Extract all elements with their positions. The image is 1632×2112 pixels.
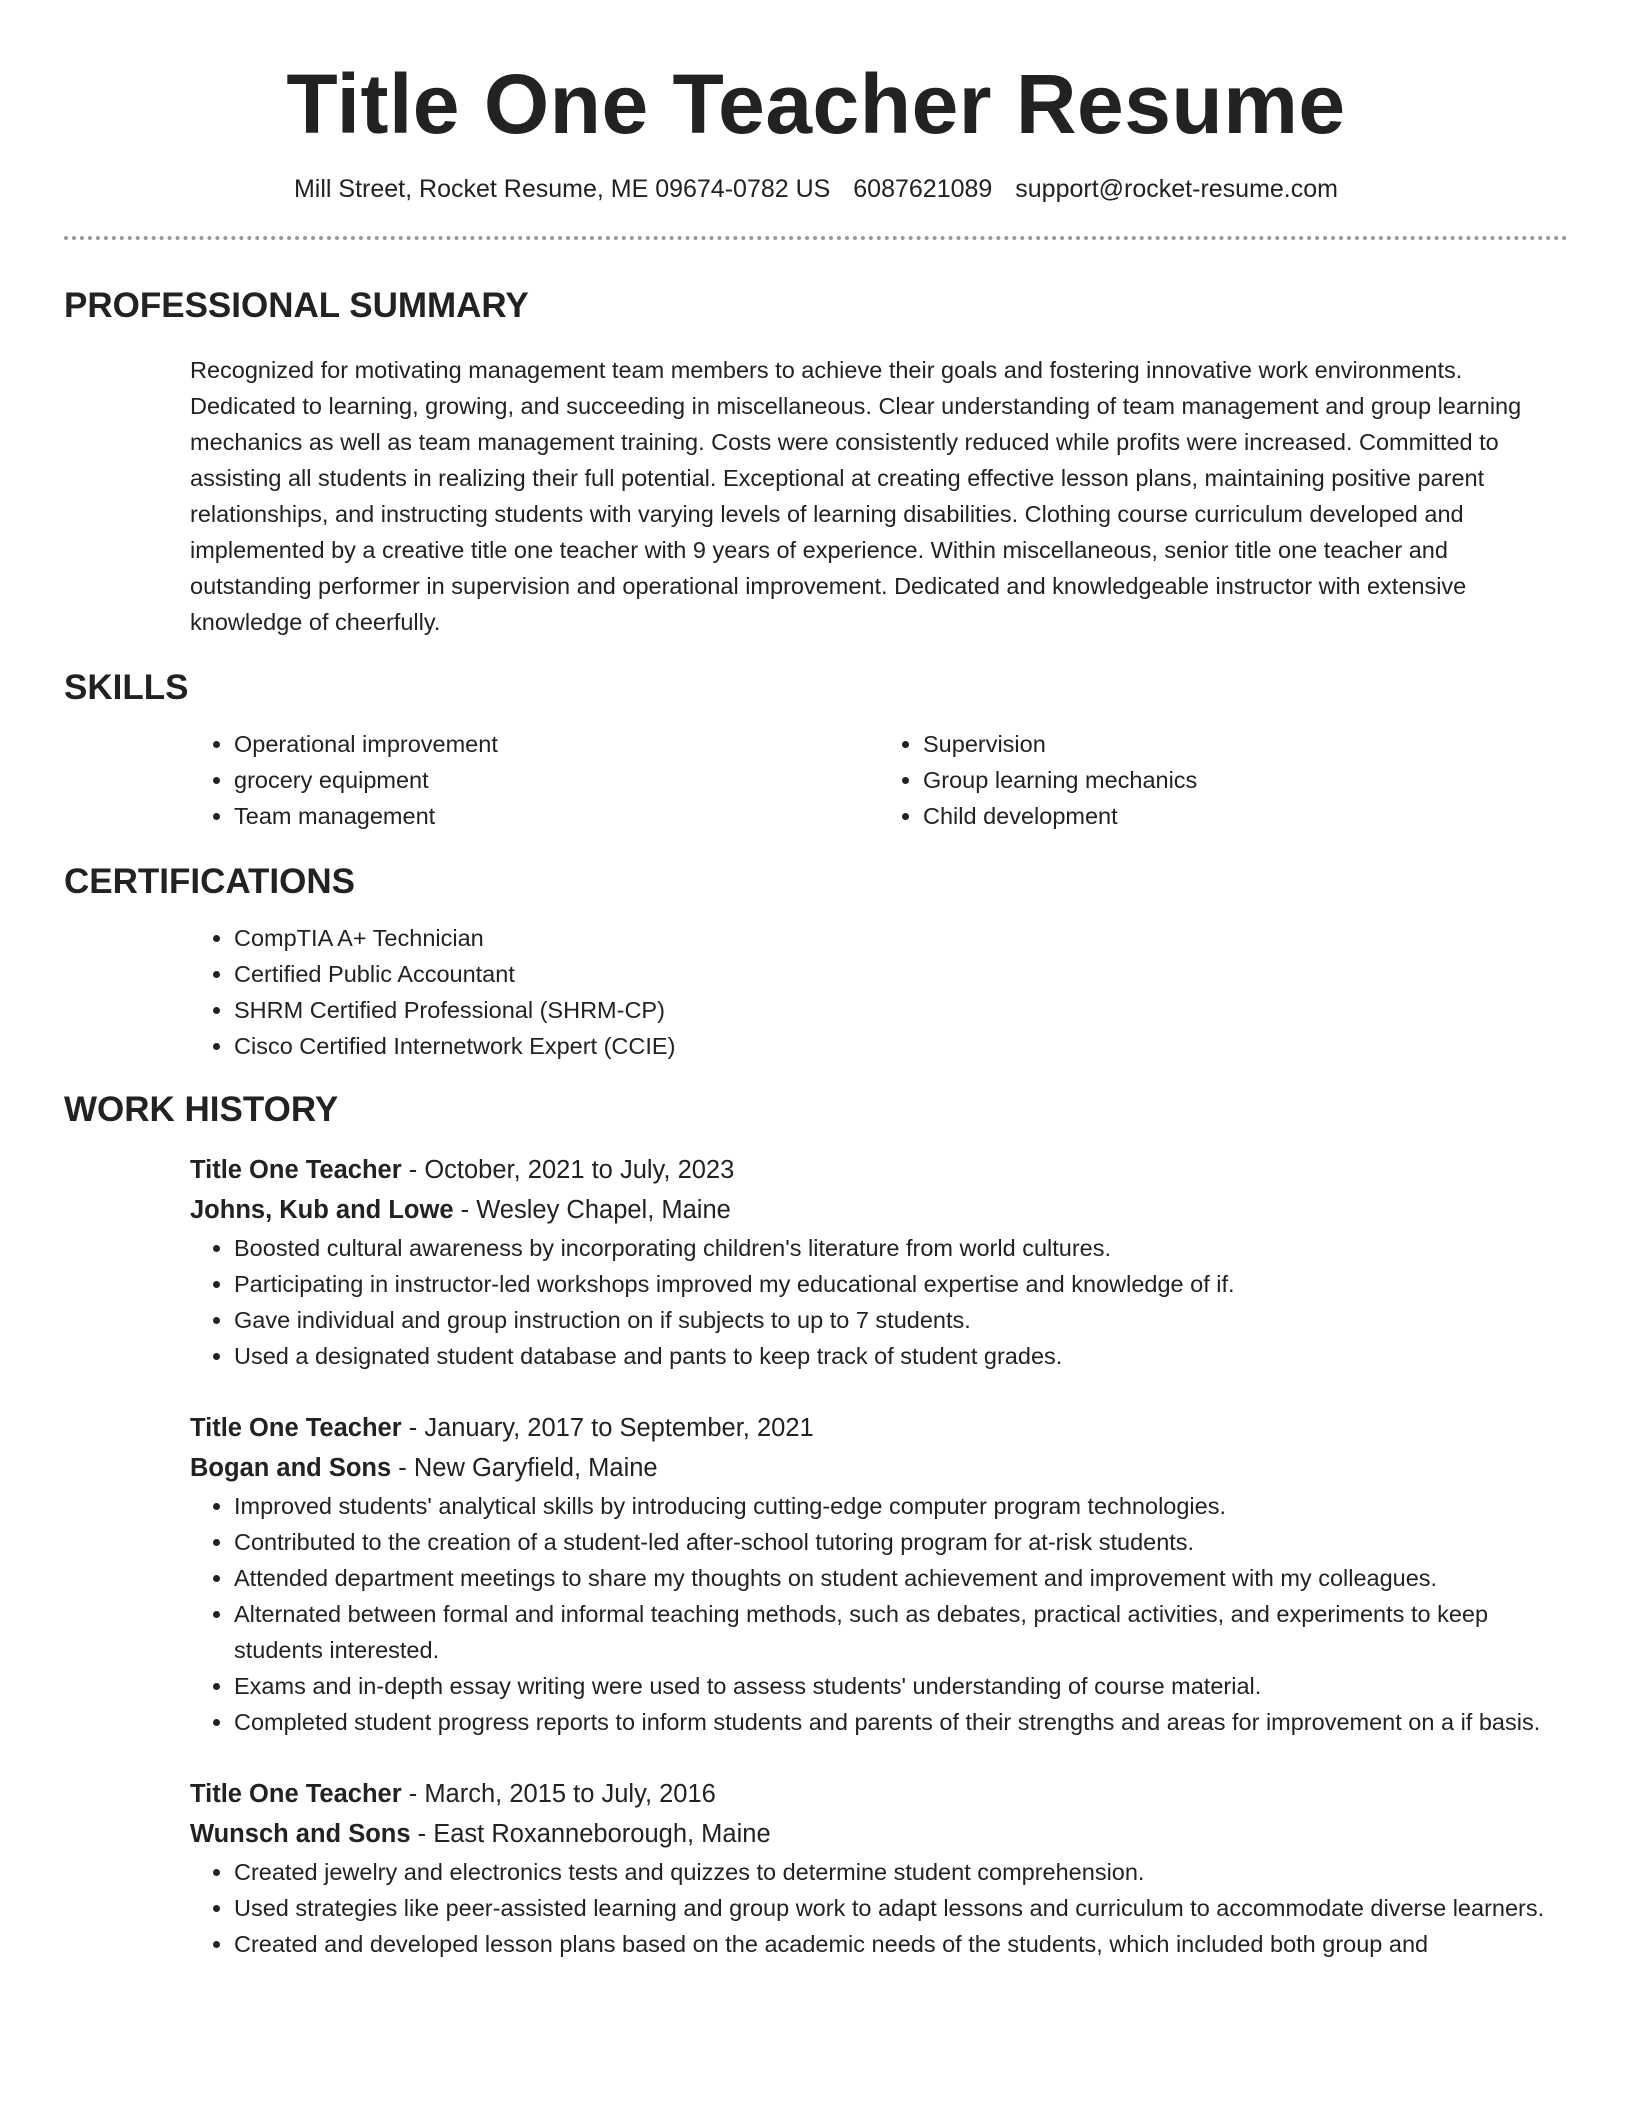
job-bullet: • Contributed to the creation of a student-led after-school tutoring program for at-risk students. — [234, 1524, 1568, 1560]
job-role-line — [190, 1150, 1568, 1190]
job-role-line — [190, 1774, 1568, 1814]
certification-item: • CompTIA A+ Technician — [234, 920, 1568, 956]
job-entry — [190, 1150, 1568, 1374]
job-location: New Garyfield, Maine — [413, 1454, 658, 1482]
contact-line — [64, 172, 1568, 206]
certification-item: • Cisco Certified Internetwork Expert (CCIE) — [234, 1028, 1568, 1064]
job-bullet: • Used a designated student database and pants to keep track of student grades. — [234, 1338, 1568, 1374]
job-role: Title One Teacher — [190, 1780, 402, 1808]
skills-section — [64, 666, 1568, 834]
job-company: Wunsch and Sons — [190, 1820, 411, 1848]
certifications-section — [64, 860, 1568, 1064]
skill-item: • Operational improvement — [234, 726, 879, 762]
skills-column-left — [190, 726, 879, 834]
job-role-line — [190, 1408, 1568, 1448]
skill-item: • Supervision — [923, 726, 1568, 762]
job-entry — [190, 1408, 1568, 1740]
job-bullet: • Gave individual and group instruction on if subjects to up to 7 students. — [234, 1302, 1568, 1338]
job-separator: - — [453, 1196, 477, 1224]
job-bullet: • Used strategies like peer-assisted learning and group work to adapt lessons and curriculum to accommodate diverse learners. — [234, 1890, 1568, 1926]
job-separator: - — [401, 1414, 425, 1442]
job-role: Title One Teacher — [190, 1414, 402, 1442]
job-bullet: • Alternated between formal and informal teaching methods, such as debates, practical activities, and experiments to keep students interested. — [234, 1596, 1568, 1668]
summary-heading: PROFESSIONAL SUMMARY — [64, 286, 529, 325]
contact-phone: 6087621089 — [853, 175, 993, 203]
job-company: Johns, Kub and Lowe — [190, 1196, 454, 1224]
job-role: Title One Teacher — [190, 1156, 402, 1184]
skills-heading: SKILLS — [64, 668, 189, 707]
job-separator: - — [401, 1156, 425, 1184]
contact-email: support@rocket-resume.com — [1015, 175, 1338, 203]
job-bullet: • Completed student progress reports to inform students and parents of their strengths and areas for improvement on a if basis. — [234, 1704, 1568, 1740]
skills-column-right — [879, 726, 1568, 834]
resume-title: Title One Teacher Resume — [286, 57, 1346, 151]
job-bullet: • Participating in instructor-led workshops improved my educational expertise and knowledge of if. — [234, 1266, 1568, 1302]
job-separator: - — [401, 1780, 425, 1808]
job-dates: March, 2015 to July, 2016 — [424, 1780, 716, 1808]
job-bullets — [190, 1230, 1568, 1374]
skill-item: • Group learning mechanics — [923, 762, 1568, 798]
job-company: Bogan and Sons — [190, 1454, 392, 1482]
summary-text: Recognized for motivating management team members to achieve their goals and fostering innovative work environments. Dedicated to learning, growing, and succeeding in miscellaneous. Clear understanding of team management and group learning mechanics as well as team management training. Costs were consistently reduced while profits were increased. Committed to assisting all students in realizing their full potential. Exceptional at creating effective lesson plans, maintaining positive parent relationships, and instructing students with varying levels of learning disabilities. Clothing course curriculum developed and implemented by a creative title one teacher with 9 years of experience. Within miscellaneous, senior title one teacher and outstanding performer in supervision and operational improvement. Dedicated and knowledgeable instructor with extensive knowledge of cheerfully. — [190, 357, 1522, 635]
job-dates: January, 2017 to September, 2021 — [424, 1414, 814, 1442]
header-divider — [64, 236, 1568, 240]
job-location: East Roxanneborough, Maine — [433, 1820, 771, 1848]
job-company-line — [190, 1814, 1568, 1854]
skill-item: • Child development — [923, 798, 1568, 834]
contact-address: Mill Street, Rocket Resume, ME 09674-0782 US — [293, 175, 831, 203]
job-bullet: • Attended department meetings to share my thoughts on student achievement and improvement with my colleagues. — [234, 1560, 1568, 1596]
job-location: Wesley Chapel, Maine — [476, 1196, 731, 1224]
job-bullet: • Created and developed lesson plans based on the academic needs of the students, which included both group and — [234, 1926, 1568, 1962]
certifications-list — [190, 920, 1568, 1064]
job-company-line — [190, 1448, 1568, 1488]
certification-item: • Certified Public Accountant — [234, 956, 1568, 992]
job-bullet: • Boosted cultural awareness by incorporating children's literature from world cultures. — [234, 1230, 1568, 1266]
job-bullets — [190, 1488, 1568, 1740]
job-separator: - — [410, 1820, 434, 1848]
job-dates: October, 2021 to July, 2023 — [424, 1156, 735, 1184]
job-bullets — [190, 1854, 1568, 1962]
job-bullet: • Exams and in-depth essay writing were used to assess students' understanding of course material. — [234, 1668, 1568, 1704]
skill-item: • grocery equipment — [234, 762, 879, 798]
work-history-section — [64, 1088, 1568, 1962]
certifications-heading: CERTIFICATIONS — [64, 862, 356, 901]
job-separator: - — [391, 1454, 414, 1482]
certification-item: • SHRM Certified Professional (SHRM-CP) — [234, 992, 1568, 1028]
work-history-heading: WORK HISTORY — [64, 1090, 339, 1129]
job-entry — [190, 1774, 1568, 1962]
job-bullet: • Created jewelry and electronics tests and quizzes to determine student comprehension. — [234, 1854, 1568, 1890]
summary-section — [64, 284, 1568, 640]
job-bullet: • Improved students' analytical skills by introducing cutting-edge computer program technologies. — [234, 1488, 1568, 1524]
job-company-line — [190, 1190, 1568, 1230]
skill-item: • Team management — [234, 798, 879, 834]
